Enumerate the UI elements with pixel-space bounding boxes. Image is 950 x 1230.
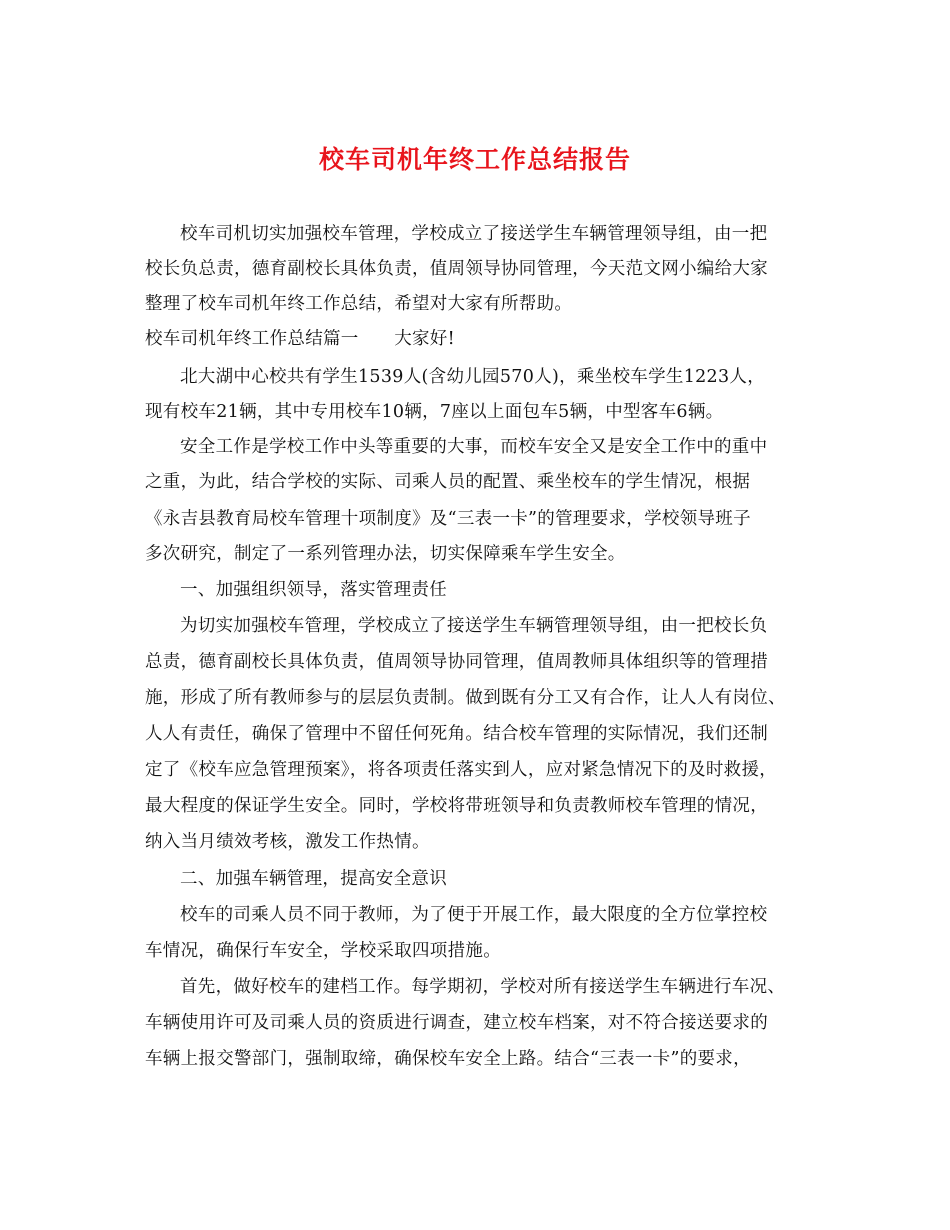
- text-line: 纳入当月绩效考核，激发工作热情。: [145, 832, 430, 852]
- text-line: 车情况，确保行车安全，学校采取四项措施。: [145, 941, 501, 961]
- section-heading: 一、加强组织领导，落实管理责任: [180, 580, 447, 600]
- text-line: 整理了校车司机年终工作总结，希望对大家有所帮助。: [145, 294, 573, 314]
- text-line: 现有校车21辆，其中专用校车10辆，7座以上面包车5辆，中型客车6辆。: [145, 402, 724, 422]
- text-line: 之重，为此，结合学校的实际、司乘人员的配置、乘坐校车的学生情况，根据: [145, 472, 751, 492]
- text-line: 人人有责任，确保了管理中不留任何死角。结合校车管理的实际情况，我们还制: [145, 724, 768, 744]
- text-line: 总责，德育副校长具体负责，值周领导协同管理，值周教师具体组织等的管理措: [145, 652, 768, 672]
- text-line: 最大程度的保证学生安全。同时，学校将带班领导和负责教师校车管理的情况，: [145, 796, 768, 816]
- text-line: 《永吉县教育局校车管理十项制度》及“三表一卡”的管理要求，学校领导班子: [145, 509, 751, 529]
- document-title: 校车司机年终工作总结报告: [318, 145, 631, 174]
- text-line: 车辆上报交警部门，强制取缔，确保校车安全上路。结合“三表一卡”的要求，: [145, 1049, 751, 1069]
- text-line: 校车司机年终工作总结篇一 大家好!: [145, 329, 455, 349]
- text-line: 安全工作是学校工作中头等重要的大事，而校车安全又是安全工作中的重中: [180, 437, 768, 457]
- text-line: 校车司机切实加强校车管理，学校成立了接送学生车辆管理领导组，由一把: [180, 224, 768, 244]
- text-line: 首先，做好校车的建档工作。每学期初，学校对所有接送学生车辆进行车况、: [180, 977, 786, 997]
- text-line: 校车的司乘人员不同于教师，为了便于开展工作，最大限度的全方位掌控校: [180, 905, 768, 925]
- text-line: 多次研究，制定了一系列管理办法，切实保障乘车学生安全。: [145, 544, 626, 564]
- text-line: 车辆使用许可及司乘人员的资质进行调查，建立校车档案，对不符合接送要求的: [145, 1013, 768, 1033]
- text-line: 校长负总责，德育副校长具体负责，值周领导协同管理，今天范文网小编给大家: [145, 259, 768, 279]
- text-line: 北大湖中心校共有学生1539人(含幼儿园570人)，乘坐校车学生1223人，: [180, 367, 766, 387]
- text-line: 为切实加强校车管理，学校成立了接送学生车辆管理领导组，由一把校长负: [180, 616, 768, 636]
- text-line: 施，形成了所有教师参与的层层负责制。做到既有分工又有合作，让人人有岗位、: [145, 688, 786, 708]
- text-line: 定了《校车应急管理预案》，将各项责任落实到人，应对紧急情况下的及时救援，: [145, 760, 778, 780]
- section-heading: 二、加强车辆管理，提高安全意识: [180, 869, 447, 889]
